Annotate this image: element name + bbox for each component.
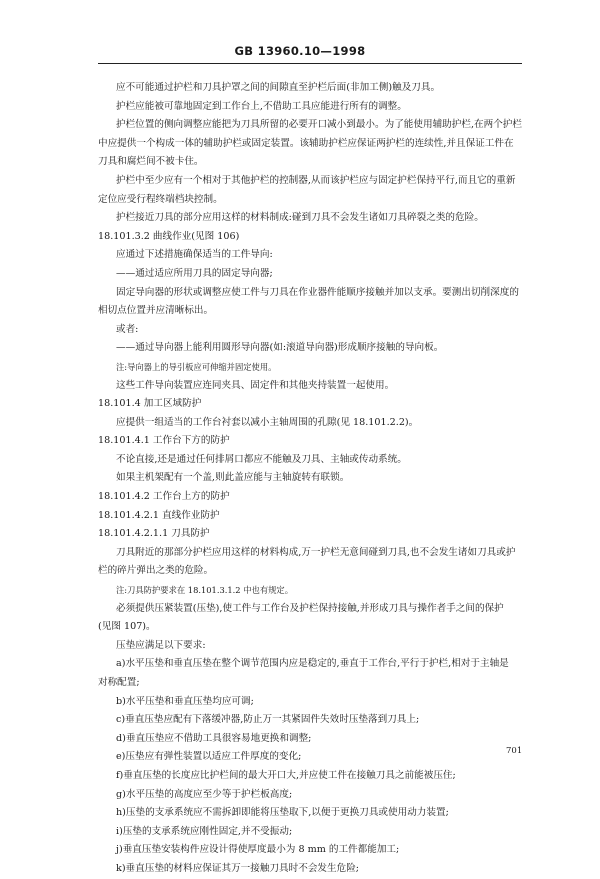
body-line: 固定导向器的形状或调整应使工件与刀具在作业器件能顺序接触并加以支承。要测出切削深度的 bbox=[116, 286, 519, 298]
list-item: a)水平压垫和垂直压垫在整个调节范围内应是稳定的,垂直于工作台,平行于护栏,相对于主轴是 bbox=[116, 658, 509, 670]
list-item: f)垂直压垫的长度应比护栏间的最大开口大,并应使工件在接触刀具之前能被压住; bbox=[116, 769, 456, 781]
body-line: 相切点位置并应清晰标出。 bbox=[98, 305, 214, 317]
body-line: 护栏应能被可靠地固定到工作台上,不借助工具应能进行所有的调整。 bbox=[116, 100, 407, 112]
list-item: d)垂直压垫应不借助工具很容易地更换和调整; bbox=[116, 732, 312, 744]
header-rule bbox=[98, 63, 522, 64]
section-heading: 18.101.4.2 工作台上方的防护 bbox=[98, 491, 230, 503]
body-line: (见图 107)。 bbox=[98, 621, 156, 633]
list-item-continuation: 对称配置; bbox=[98, 677, 140, 688]
section-heading: 18.101.4 加工区域防护 bbox=[98, 398, 202, 410]
body-line: 压垫应满足以下要求: bbox=[116, 639, 206, 651]
body-line: 护栏接近刀具的部分应用这样的材料制成:碰到刀具不会发生诸如刀具碎裂之类的危险。 bbox=[116, 212, 484, 224]
section-heading: 18.101.4.2.1.1 刀具防护 bbox=[98, 528, 210, 540]
page-number: 701 bbox=[506, 746, 523, 756]
list-item: c)垂直压垫应配有下落缓冲器,防止万一其紧固件失效时压垫落到刀具上; bbox=[116, 714, 420, 726]
body-line: 栏的碎片弹出之类的危险。 bbox=[98, 565, 214, 577]
document-body bbox=[98, 79, 528, 879]
body-line: 应通过下述措施确保适当的工件导向: bbox=[116, 249, 273, 261]
body-line: 中应提供一个构成一体的辅助护栏或固定装置。该辅助护栏应保证两护栏的连续性,并且保证工件在 bbox=[98, 137, 514, 149]
body-line: 定位应受行程终端档块控制。 bbox=[98, 193, 223, 205]
body-line: 应不可能通过护栏和刀具护罩之间的间隙直至护栏后面(非加工侧)触及刀具。 bbox=[116, 82, 441, 93]
body-line: 刀具和腐烂间不被卡住。 bbox=[98, 156, 204, 168]
list-item: e)压垫应有弹性装置以适应工件厚度的变化; bbox=[116, 751, 302, 763]
list-item: h)压垫的支承系统应不需拆卸即能将压垫取下,以便于更换刀具或使用动力装置; bbox=[116, 807, 449, 819]
body-line: 应提供一组适当的工作台衬套以减小主轴周围的孔隙(见 18.101.2.2)。 bbox=[116, 416, 419, 428]
body-line: ——通过适应所用刀具的固定导向器; bbox=[116, 267, 273, 279]
body-line: ——通过导向器上能利用圆形导向器(如:滚道导向器)形成顺序接触的导向板。 bbox=[116, 342, 444, 354]
section-heading: 18.101.4.2.1 直线作业防护 bbox=[98, 509, 220, 521]
list-item: g)水平压垫的高度应至少等于护栏板高度; bbox=[116, 788, 293, 800]
standard-code-header: GB 13960.10—1998 bbox=[234, 44, 366, 58]
list-item: i)压垫的支承系统应刚性固定,并不受振动; bbox=[116, 825, 293, 837]
body-line: 必须提供压紧装置(压垫),使工件与工作台及护栏保持接触,并形成刀具与操作者手之间的保护 bbox=[116, 602, 504, 614]
body-line: 或者: bbox=[116, 323, 139, 335]
section-heading: 18.101.4.1 工作台下方的防护 bbox=[98, 435, 230, 447]
list-item: b)水平压垫和垂直压垫均应可调; bbox=[116, 695, 254, 707]
note-line: 注:导向器上的导引板应可伸缩并固定使用。 bbox=[116, 361, 277, 372]
list-item: j)垂直压垫安装构件应设计得使厚度最小为 8 mm 的工件都能加工; bbox=[116, 844, 400, 856]
body-line: 不论直接,还是通过任何排屑口都应不能触及刀具、主轴或传动系统。 bbox=[116, 453, 407, 465]
list-item: k)垂直压垫的材料应保证其万一接触刀具时不会发生危险; bbox=[116, 862, 360, 874]
note-line: 注:刀具防护要求在 18.101.3.1.2 中也有规定。 bbox=[116, 585, 294, 596]
body-line: 护栏位置的侧向调整应能把为刀具所留的必要开口减小到最小。为了能使用辅助护栏,在两个护栏 bbox=[116, 119, 522, 131]
body-line: 刀具附近的那部分护栏应用这样的材料构成,万一护栏无意间碰到刀具,也不会发生诸如刀具或护 bbox=[116, 546, 516, 558]
body-line: 护栏中至少应有一个相对于其他护栏的控制器,从而该护栏应与固定护栏保持平行,而且它的重新 bbox=[116, 174, 516, 186]
body-line: 这些工件导向装置应连同夹具、固定件和其他夹持装置一起使用。 bbox=[116, 379, 395, 391]
section-heading: 18.101.3.2 曲线作业(见图 106) bbox=[98, 230, 240, 242]
body-line: 如果主机架配有一个盖,则此盖应能与主轴旋转有联锁。 bbox=[116, 472, 350, 484]
